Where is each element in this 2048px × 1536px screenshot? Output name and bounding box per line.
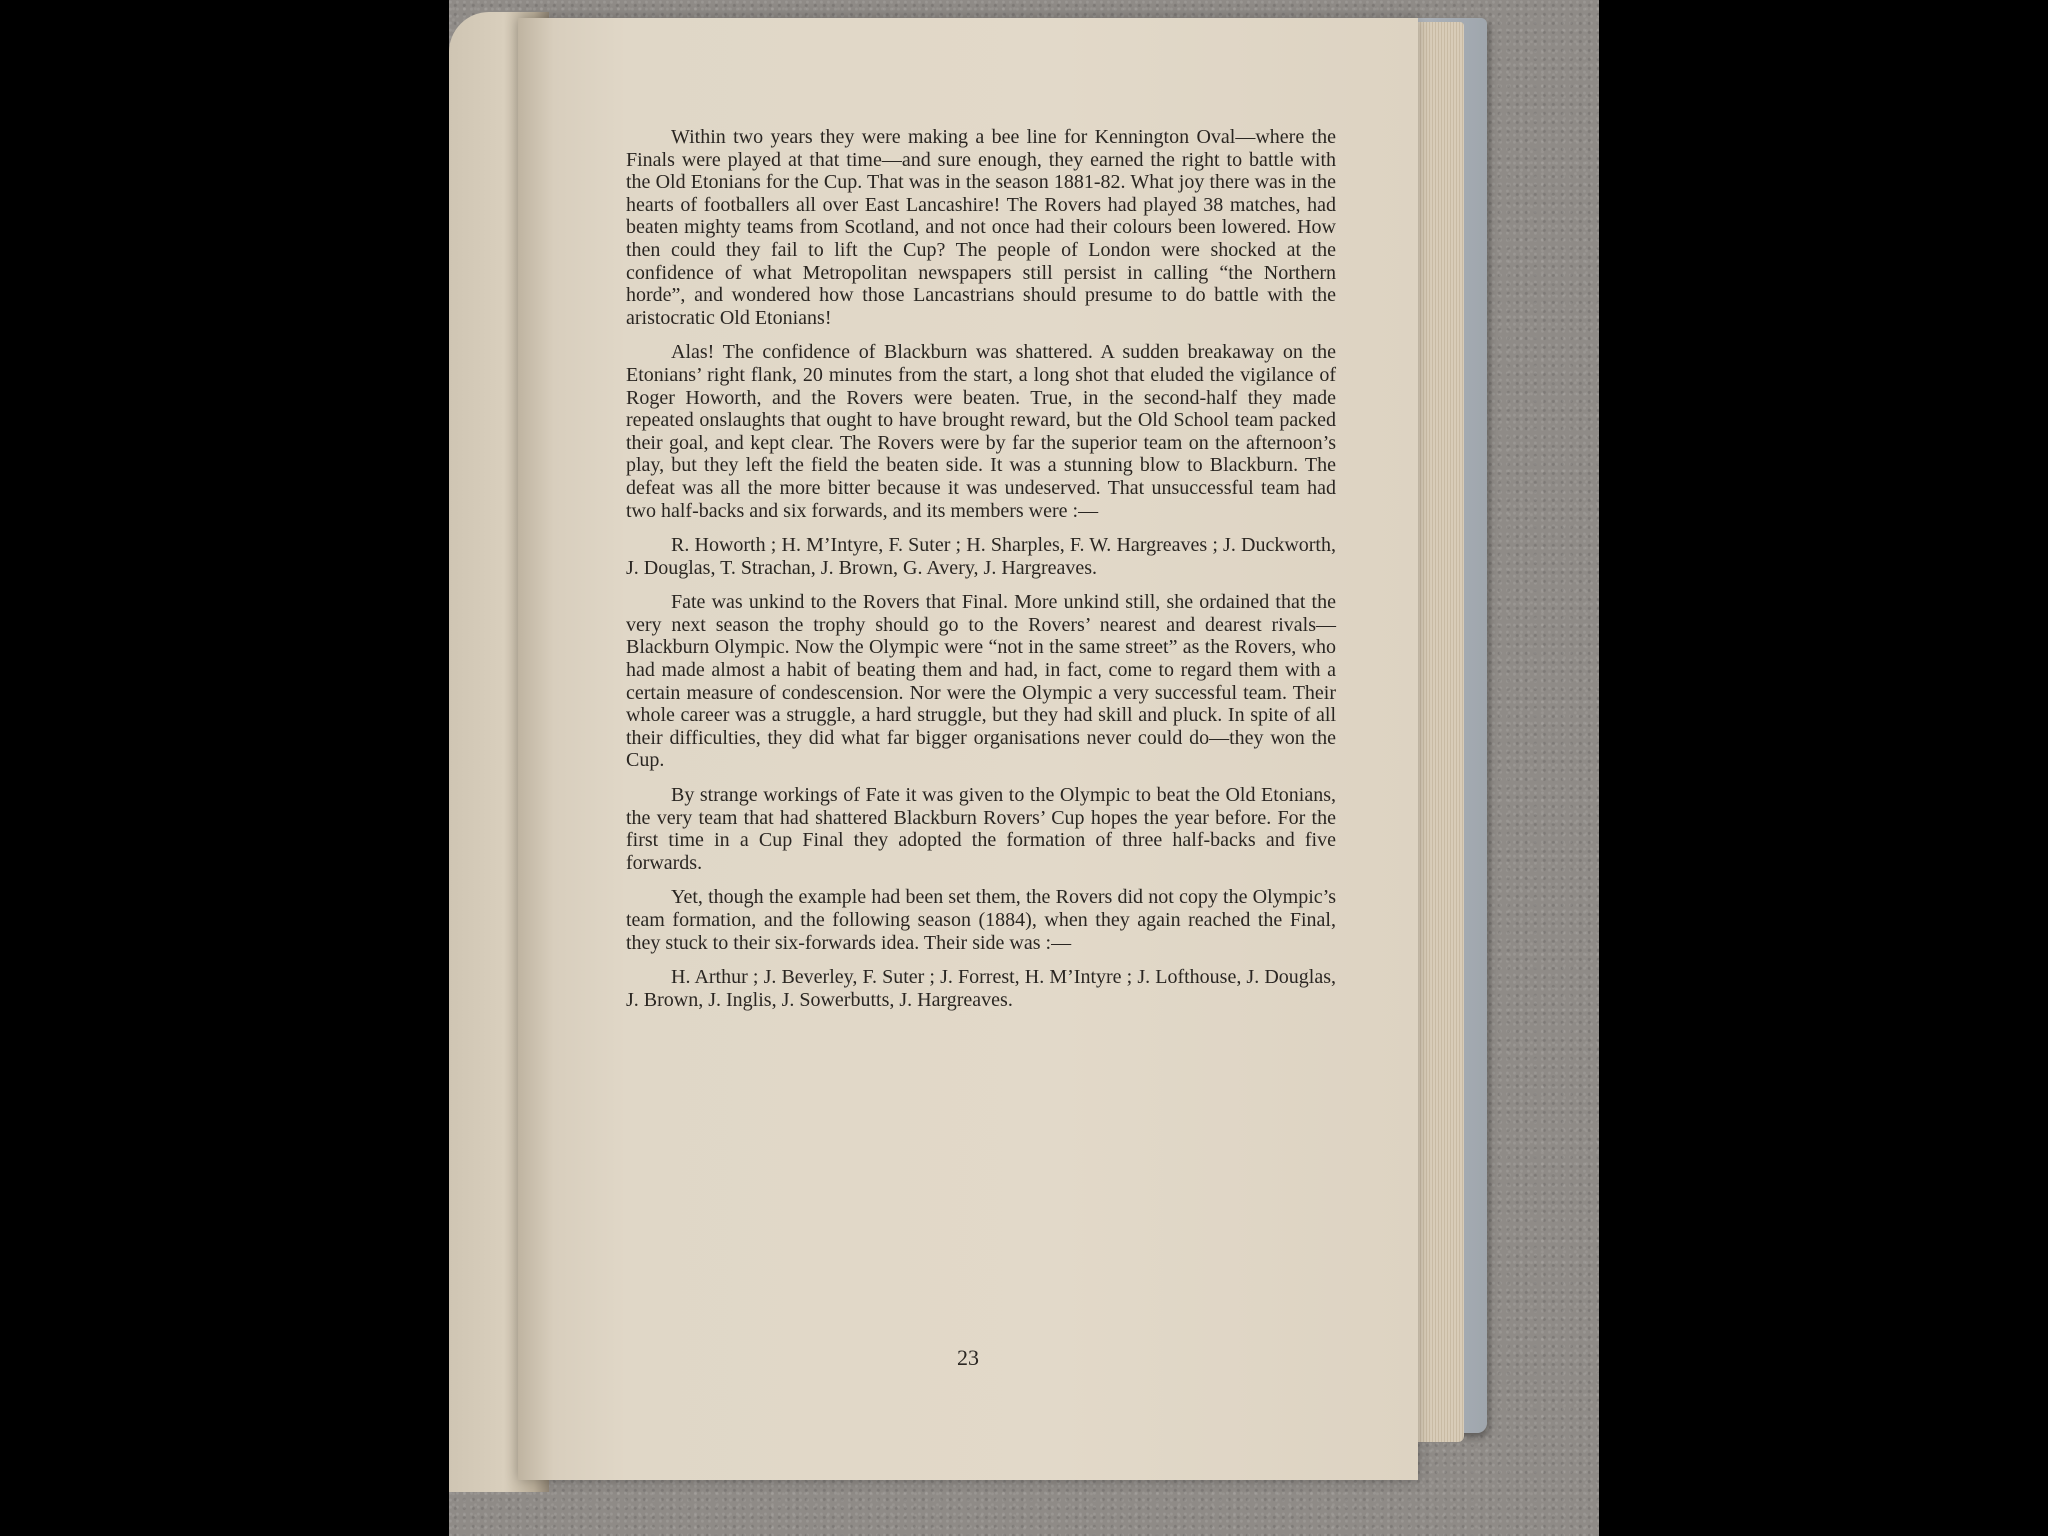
page-number: 23 <box>957 1345 979 1370</box>
page-body <box>626 126 1336 1023</box>
paragraph-2: Alas! The confidence of Blackburn was shattered. A sudden breakaway on the Etonians’ right flank, 20 minutes from the start, a long shot that eluded the vigilance of Roger Howorth, and the Rovers were beaten. True, in the second-half they made repeated onslaughts that ought to have brought reward, but the Old School team packed their goal, and kept clear. The Rovers were by far the superior team on the afternoon’s play, but they left the field the beaten side. It was a stunning blow to Blackburn. The defeat was all the more bitter because it was undeserved. That unsuccessful team had two half-backs and six forwards, and its members were :— <box>626 341 1336 522</box>
book-page <box>518 18 1418 1480</box>
paragraph-5: Yet, though the example had been set them, the Rovers did not copy the Olympic’s team formation, and the following season (1884), when they again reached the Final, they stuck to their six-forwards idea. Their side was :— <box>626 886 1336 954</box>
paragraph-3: Fate was unkind to the Rovers that Final. More unkind still, she ordained that the very next season the trophy should go to the Rovers’ nearest and dearest rivals—Blackburn Olympic. Now the Olympic were “not in the same street” as the Rovers, who had made almost a habit of beating them and had, in fact, come to regard them with a certain measure of condescension. Nor were the Olympic a very successful team. Their whole career was a struggle, a hard struggle, but they had skill and pluck. In spite of all their difficulties, they did what far bigger organisations never could do—they won the Cup. <box>626 591 1336 772</box>
paragraph-4: By strange workings of Fate it was given to the Olympic to beat the Old Etonians, the very team that had shattered Blackburn Rovers’ Cup hopes the year before. For the first time in a Cup Final they adopted the formation of three half-backs and five forwards. <box>626 784 1336 874</box>
team-list-1882: R. Howorth ; H. M’Intyre, F. Suter ; H. Sharples, F. W. Hargreaves ; J. Duckworth, J. Douglas, T. Strachan, J. Brown, G. Avery, J. Hargreaves. <box>626 534 1336 579</box>
team-list-1884: H. Arthur ; J. Beverley, F. Suter ; J. Forrest, H. M’Intyre ; J. Lofthouse, J. Douglas, J. Brown, J. Inglis, J. Sowerbutts, J. Hargreaves. <box>626 966 1336 1011</box>
paragraph-1: Within two years they were making a bee line for Kennington Oval—where the Finals were played at that time—and sure enough, they earned the right to battle with the Old Etonians for the Cup. That was in the season 1881-82. What joy there was in the hearts of footballers all over East Lancashire! The Rovers had played 38 matches, had beaten mighty teams from Scotland, and not once had their colours been lowered. How then could they fail to lift the Cup? The people of London were shocked at the confidence of what Metropolitan newspapers still persist in calling “the Northern horde”, and wondered how those Lancastrians should presume to do battle with the aristocratic Old Etonians! <box>626 126 1336 329</box>
